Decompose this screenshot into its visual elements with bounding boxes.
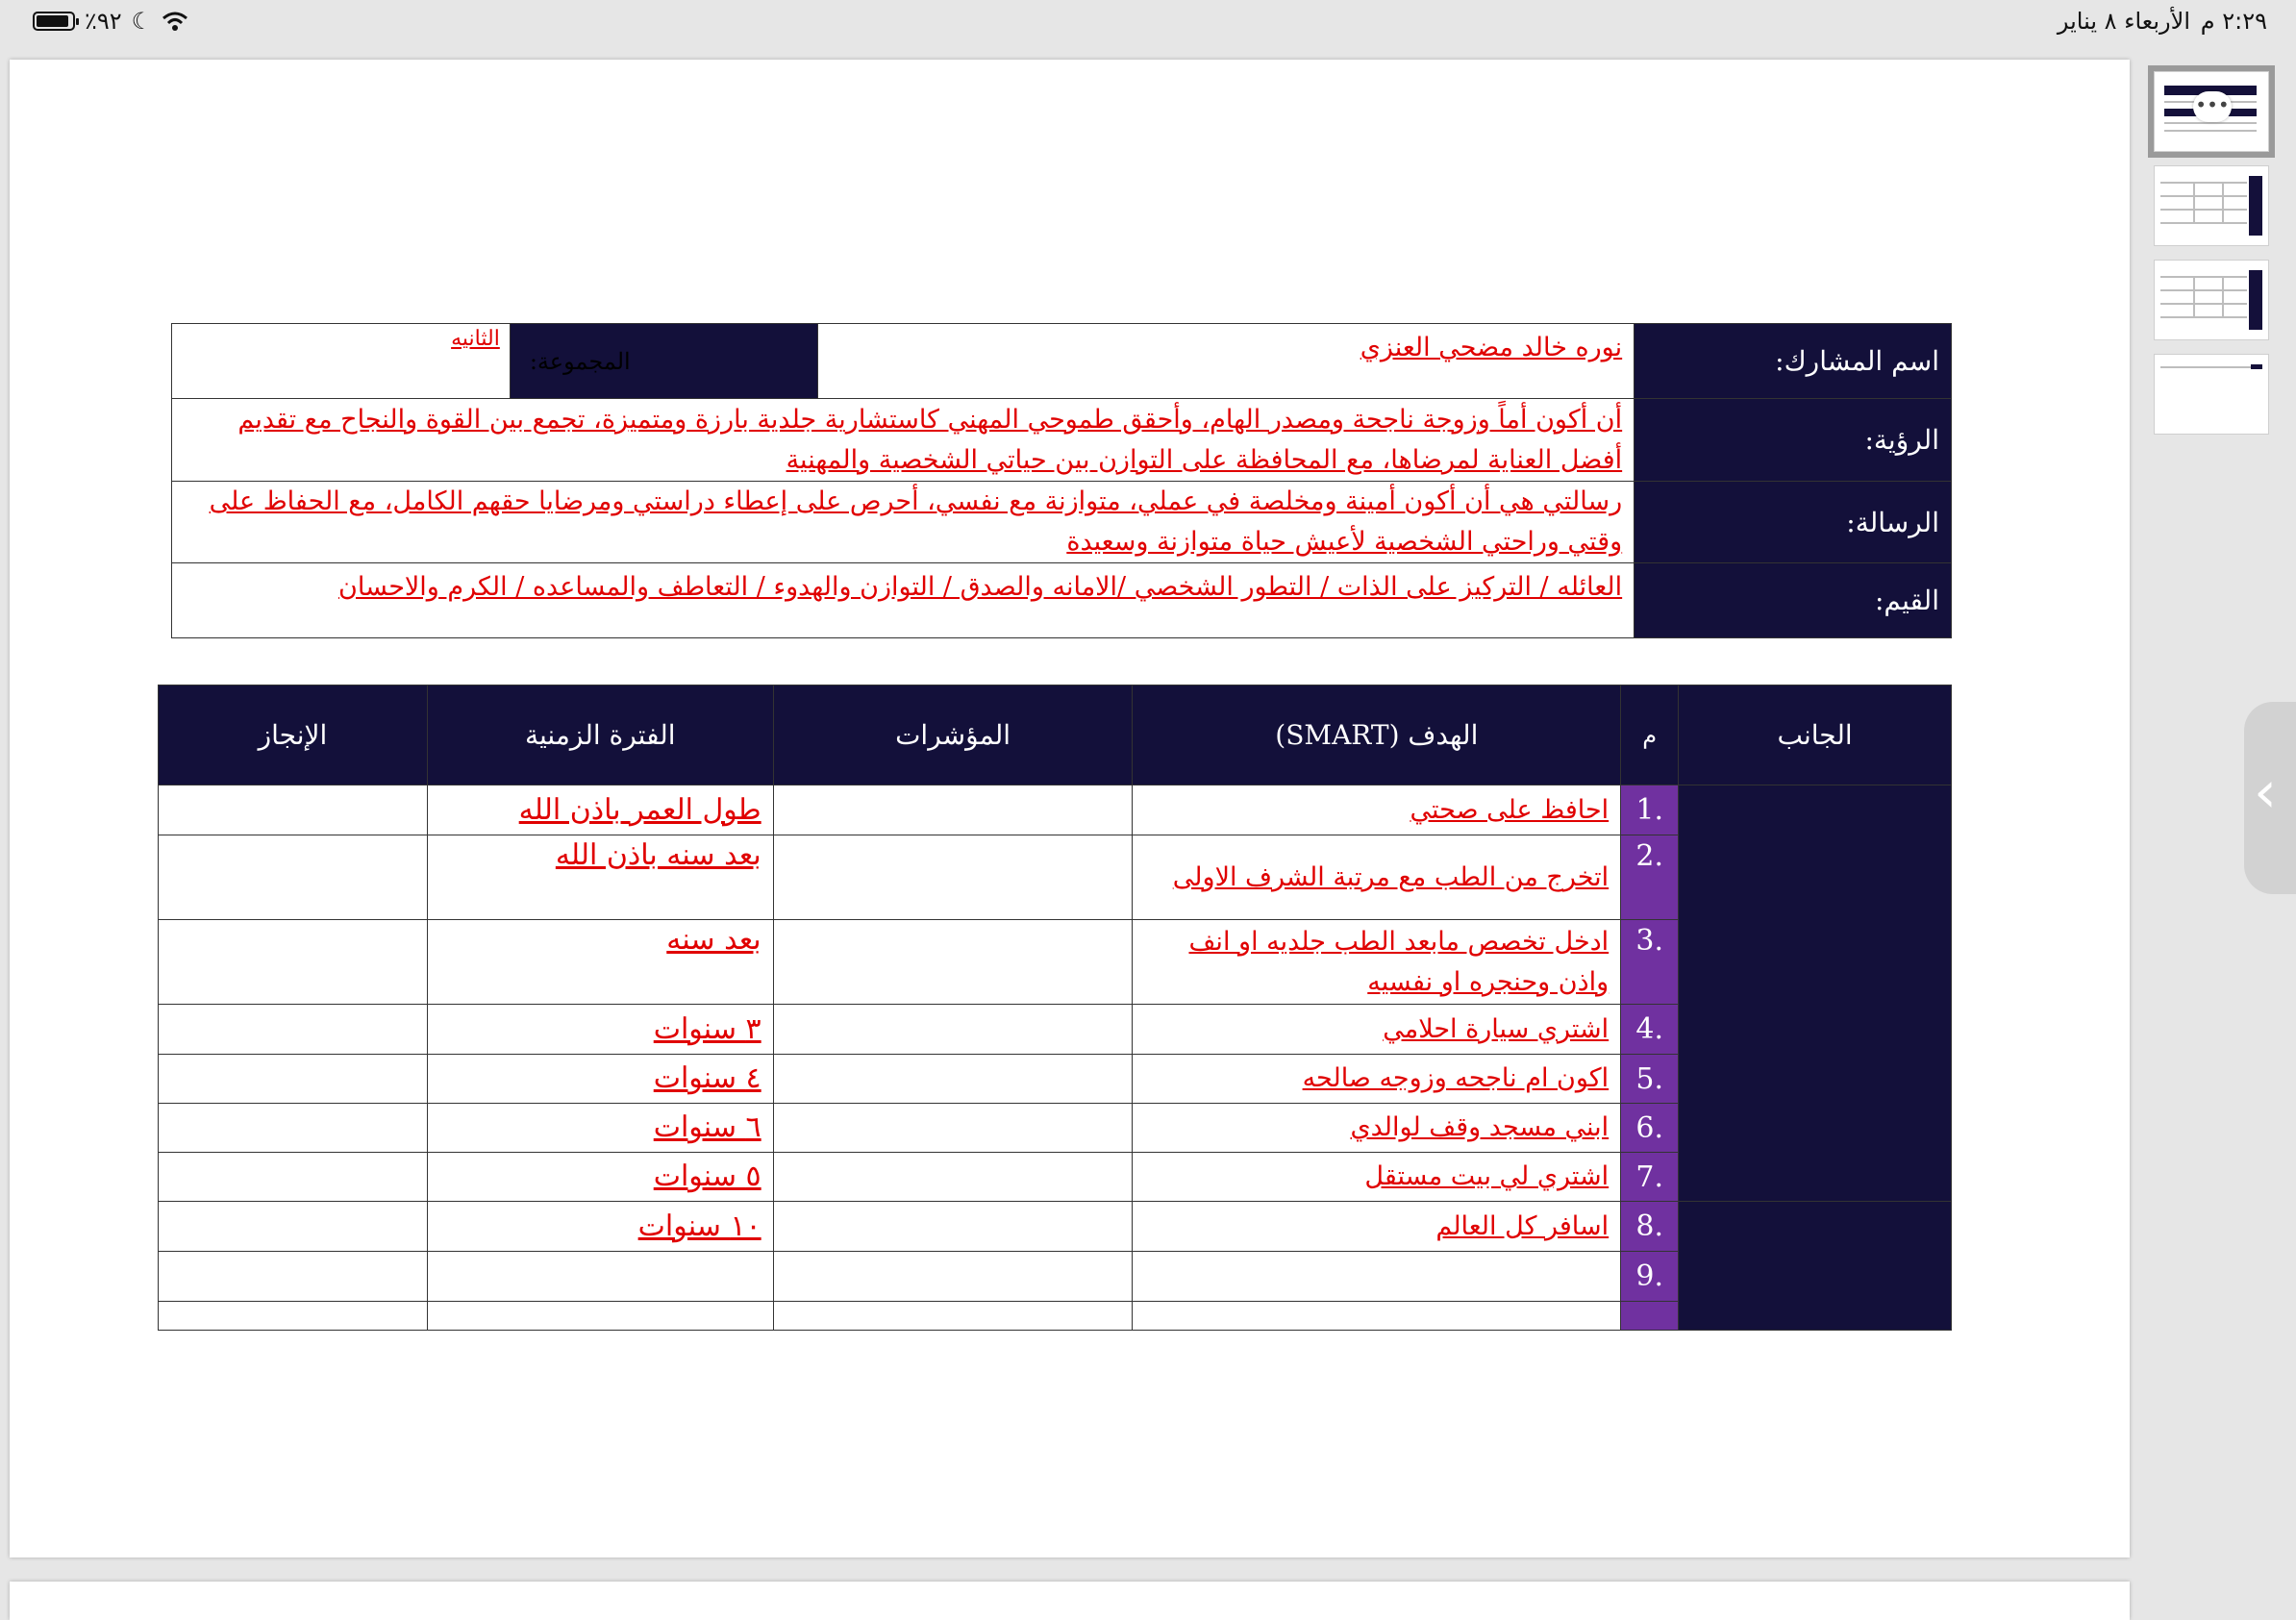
period-text: بعد سنه <box>666 923 761 957</box>
row-number: .6 <box>1621 1104 1679 1153</box>
period-text: ١٠ سنوات <box>637 1209 761 1243</box>
more-options-button[interactable]: ••• <box>2193 91 2232 122</box>
achievement-cell[interactable] <box>159 1302 428 1331</box>
goal-cell[interactable] <box>1133 1252 1621 1302</box>
moon-icon: ☾ <box>131 8 153 35</box>
thumbnail-page-1[interactable] <box>2154 71 2269 152</box>
goal-cell[interactable] <box>1133 1055 1621 1104</box>
row-number: .3 <box>1621 920 1679 1005</box>
table-row <box>159 1202 1952 1252</box>
row-number: .5 <box>1621 1055 1679 1104</box>
achievement-cell[interactable] <box>159 1153 428 1202</box>
goal-cell[interactable] <box>1133 1202 1621 1252</box>
indicators-cell[interactable] <box>773 1252 1133 1302</box>
period-text: بعد سنه باذن الله <box>555 838 761 872</box>
document-page[interactable] <box>10 60 2130 1558</box>
vision-label: الرؤية: <box>1635 399 1952 482</box>
period-text: ٤ سنوات <box>653 1061 761 1095</box>
values-value-cell[interactable] <box>172 563 1635 638</box>
values-text: العائله / التركيز على الذات / التطور الشخصي /الامانه والصدق / التوازن والهدوء / التعاطف والمساعده / الكرم والاحسان <box>338 572 1623 602</box>
status-time: ٢:٢٩ م <box>2200 8 2267 35</box>
goal-text: اشتري لي بيت مستقل <box>1364 1161 1610 1191</box>
aspect-cell-2[interactable] <box>1679 1202 1952 1331</box>
sidebar-toggle-handle[interactable] <box>2244 702 2296 894</box>
participant-value[interactable] <box>817 324 1634 399</box>
indicators-cell[interactable] <box>773 835 1133 920</box>
achievement-cell[interactable] <box>159 1104 428 1153</box>
status-date: الأربعاء ٨ يناير <box>2057 8 2190 35</box>
period-text: ٦ سنوات <box>653 1110 761 1144</box>
goal-text: اتخرج من الطب مع مرتبة الشرف الاولى <box>1172 861 1610 892</box>
group-label: المجموعة: <box>529 347 631 375</box>
row-number-empty <box>1621 1302 1679 1331</box>
battery-icon <box>33 12 75 31</box>
row-number: .7 <box>1621 1153 1679 1202</box>
mission-text: رسالتي هي أن أكون أمينة ومخلصة في عملي، متوازنة مع نفسي، أحرص على إعطاء دراستي ومرضايا حقهم الكامل، مع الحفاظ على وقتي وراحتي الشخصية لأعيش حياة متوازنة وسعيدة <box>209 486 1623 557</box>
participant-label: اسم المشارك: <box>1635 324 1952 399</box>
values-label: القيم: <box>1635 563 1952 638</box>
indicators-cell[interactable] <box>773 1005 1133 1055</box>
indicators-cell[interactable] <box>773 920 1133 1005</box>
header-achievement: الإنجاز <box>159 685 428 785</box>
period-cell[interactable] <box>427 835 773 920</box>
period-cell[interactable] <box>427 1104 773 1153</box>
goal-cell[interactable] <box>1133 1005 1621 1055</box>
indicators-cell[interactable] <box>773 1202 1133 1252</box>
indicators-cell[interactable] <box>773 1055 1133 1104</box>
period-cell[interactable] <box>427 1302 773 1331</box>
group-label-cell <box>510 324 817 399</box>
goal-cell[interactable] <box>1133 835 1621 920</box>
goal-text: احافظ على صحتي <box>1410 794 1610 825</box>
header-goal: الهدف (SMART) <box>1133 685 1621 785</box>
goal-text: اسافر كل العالم <box>1435 1210 1610 1241</box>
indicators-cell[interactable] <box>773 785 1133 835</box>
participant-name: نوره خالد مضحي العنزي <box>1360 333 1623 362</box>
header-aspect: الجانب <box>1679 685 1952 785</box>
achievement-cell[interactable] <box>159 1202 428 1252</box>
period-text: ٣ سنوات <box>653 1011 761 1046</box>
achievement-cell[interactable] <box>159 785 428 835</box>
table-row <box>159 785 1952 835</box>
goals-table <box>158 685 1952 1331</box>
thumbnail-page-2[interactable] <box>2154 165 2269 246</box>
period-text: طول العمر باذن الله <box>518 792 761 827</box>
thumbnail-page-3[interactable] <box>2154 260 2269 340</box>
goal-cell[interactable] <box>1133 785 1621 835</box>
achievement-cell[interactable] <box>159 1252 428 1302</box>
period-cell[interactable] <box>427 1055 773 1104</box>
next-page-preview[interactable] <box>10 1582 2130 1620</box>
period-cell[interactable] <box>427 1252 773 1302</box>
goal-cell[interactable] <box>1133 920 1621 1005</box>
indicators-cell[interactable] <box>773 1302 1133 1331</box>
chevron-left-icon: ‹ <box>2254 759 2277 826</box>
goal-text: ابني مسجد وقف لوالدي <box>1350 1112 1610 1142</box>
period-cell[interactable] <box>427 1202 773 1252</box>
indicators-cell[interactable] <box>773 1104 1133 1153</box>
goal-text: ادخل تخصص مابعد الطب جلديه او انف واذن وحنجره او نفسيه <box>1188 926 1610 997</box>
participant-info-table <box>171 323 1952 638</box>
aspect-cell-1[interactable] <box>1679 785 1952 1202</box>
battery-percent: ٪٩٢ <box>85 8 122 35</box>
goal-text: اشتري سيارة احلامي <box>1383 1013 1610 1044</box>
goal-cell[interactable] <box>1133 1104 1621 1153</box>
period-cell[interactable] <box>427 1153 773 1202</box>
header-indicators: المؤشرات <box>773 685 1133 785</box>
row-number: .8 <box>1621 1202 1679 1252</box>
vision-text: أن أكون أماً وزوجة ناجحة ومصدر الهام، وأحقق طموحي المهني كاستشارية جلدية بارزة ومتميزة، تجمع بين القوة والنجاح مع تقديم أفضل العناية لمرضاها، مع المحافظة على التوازن بين حياتي الشخصية والمهنية <box>237 404 1623 475</box>
vision-value-cell[interactable] <box>172 399 1635 482</box>
wifi-icon <box>162 11 188 32</box>
indicators-cell[interactable] <box>773 1153 1133 1202</box>
battery-fill <box>37 15 68 27</box>
achievement-cell[interactable] <box>159 1005 428 1055</box>
row-number: .2 <box>1621 835 1679 920</box>
row-number: .1 <box>1621 785 1679 835</box>
period-text: ٥ سنوات <box>653 1159 761 1193</box>
achievement-cell[interactable] <box>159 835 428 920</box>
goal-cell[interactable] <box>1133 1153 1621 1202</box>
mission-label: الرسالة: <box>1635 482 1952 563</box>
goal-text: اكون ام ناجحه وزوجه صالحه <box>1302 1063 1610 1093</box>
goal-cell[interactable] <box>1133 1302 1621 1331</box>
mission-value-cell[interactable] <box>172 482 1635 563</box>
period-cell[interactable] <box>427 920 773 1005</box>
header-num: م <box>1621 685 1679 785</box>
status-bar <box>0 0 2296 48</box>
row-number: .9 <box>1621 1252 1679 1302</box>
thumbnail-page-4[interactable] <box>2154 354 2269 435</box>
achievement-cell[interactable] <box>159 920 428 1005</box>
group-name: الثانيه <box>451 327 500 351</box>
achievement-cell[interactable] <box>159 1055 428 1104</box>
period-cell[interactable] <box>427 785 773 835</box>
period-cell[interactable] <box>427 1005 773 1055</box>
group-value[interactable] <box>172 324 511 399</box>
status-indicators <box>33 8 188 35</box>
row-number: .4 <box>1621 1005 1679 1055</box>
header-period: الفترة الزمنية <box>427 685 773 785</box>
